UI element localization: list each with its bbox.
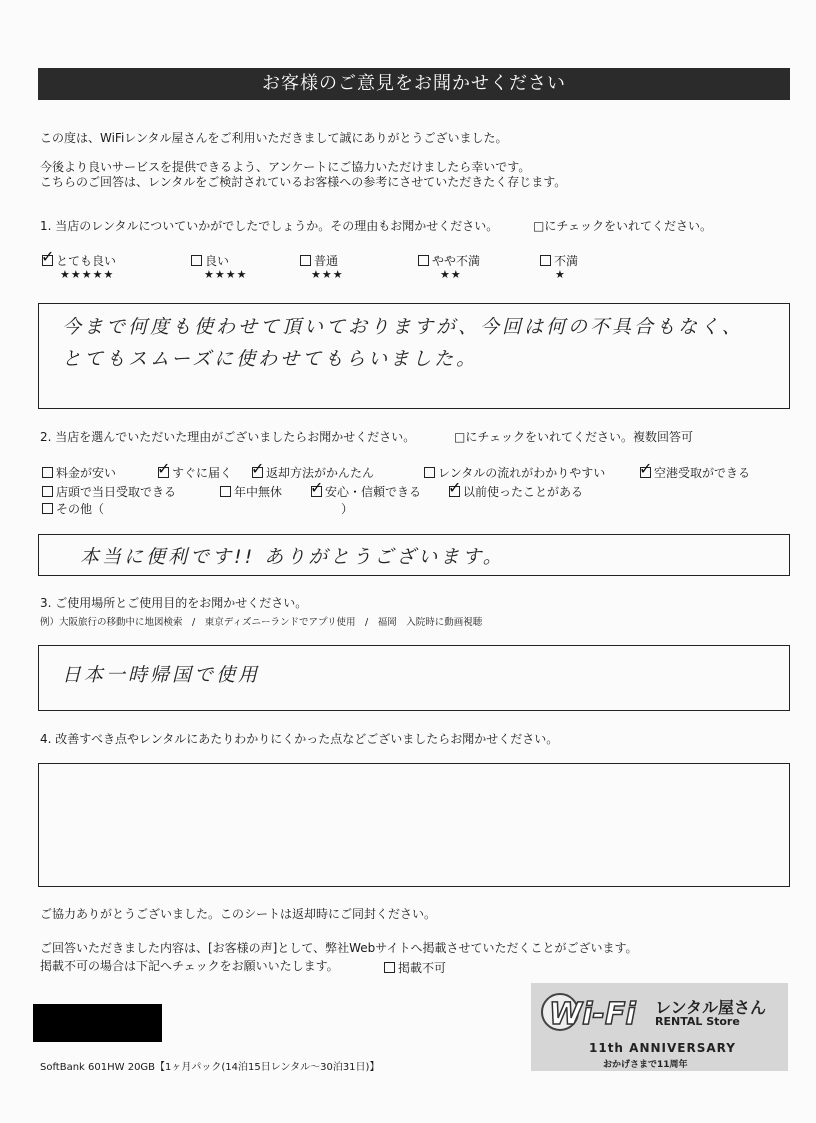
logo-store-name: レンタル屋さん bbox=[655, 998, 766, 1017]
footer-publish-notice: ご回答いただきました内容は、[お客様の声]として、弊社Webサイトへ掲載させていただくことがございます。 bbox=[40, 941, 638, 955]
q2-hint: □にチェックをいれてください。複数回答可 bbox=[454, 430, 693, 444]
q4-question: 4. 改善すべき点やレンタルにあたりわかりにくかった点などございましたらお聞かせください。 bbox=[40, 732, 559, 746]
option-label: 不満 bbox=[554, 254, 579, 268]
intro-line-1: この度は、WiFiレンタル屋さんをご利用いただきまして誠にありがとうございました。 bbox=[40, 131, 508, 145]
rating-stars-2: ★★ bbox=[440, 268, 462, 281]
logo-wifi-text: Wi-Fi bbox=[549, 997, 636, 1032]
checkbox-checked-icon[interactable] bbox=[311, 486, 322, 497]
store-logo bbox=[531, 983, 788, 1071]
option-label: その他（ bbox=[56, 502, 105, 516]
no-publish-checkbox[interactable] bbox=[384, 959, 446, 976]
q1-question: 1. 当店のレンタルについていかがでしたでしょうか。その理由もお聞かせください。 bbox=[40, 219, 499, 233]
q1-answer-line-2: とてもスムーズに使わせてもらいました。 bbox=[62, 348, 479, 370]
logo-anniversary: 11th ANNIVERSARY bbox=[589, 1041, 736, 1055]
q2-question: 2. 当店を選んでいただいた理由がございましたらお聞かせください。 bbox=[40, 430, 416, 444]
option-label: 店頭で当日受取できる bbox=[56, 485, 177, 499]
option-label: レンタルの流れがわかりやすい bbox=[438, 466, 606, 480]
checkbox-icon[interactable] bbox=[384, 962, 395, 973]
checkbox-icon[interactable] bbox=[42, 503, 53, 514]
option-label: とても良い bbox=[56, 254, 117, 268]
q2-option-price[interactable] bbox=[42, 464, 116, 481]
q2-option-store-pickup[interactable] bbox=[42, 483, 176, 500]
q1-hint: □にチェックをいれてください。 bbox=[533, 219, 712, 233]
footer-thanks: ご協力ありがとうございました。このシートは返却時にご同封ください。 bbox=[40, 907, 437, 921]
option-label: やや不満 bbox=[432, 254, 481, 268]
option-label: 返却方法がかんたん bbox=[266, 466, 375, 480]
option-label: 普通 bbox=[314, 254, 339, 268]
checkbox-icon[interactable] bbox=[418, 255, 429, 266]
q1-answer-line-1: 今まで何度も使わせて頂いておりますが、今回は何の不具合もなく、 bbox=[62, 316, 744, 338]
checkbox-checked-icon[interactable] bbox=[449, 486, 460, 497]
rating-stars-1: ★ bbox=[555, 268, 566, 281]
q2-answer-text: 本当に便利です!! ありがとうございます。 bbox=[80, 546, 505, 568]
q2-option-trust[interactable] bbox=[311, 483, 421, 500]
rating-stars-5: ★★★★★ bbox=[60, 268, 115, 281]
checkbox-icon[interactable] bbox=[42, 486, 53, 497]
no-publish-label: 掲載不可 bbox=[398, 961, 447, 975]
option-label: 料金が安い bbox=[56, 466, 117, 480]
q2-option-open-all-year[interactable] bbox=[220, 483, 282, 500]
q4-answer-box[interactable] bbox=[38, 763, 790, 887]
rating-stars-4: ★★★★ bbox=[204, 268, 248, 281]
q1-option-average[interactable] bbox=[300, 252, 338, 269]
option-label: 年中無休 bbox=[234, 485, 283, 499]
intro-line-3: こちらのご回答は、レンタルをご検討されているお客様への参考にさせていただきたく存じます。 bbox=[40, 175, 567, 189]
checkbox-icon[interactable] bbox=[220, 486, 231, 497]
option-label: 以前使ったことがある bbox=[463, 485, 584, 499]
q1-option-good[interactable] bbox=[191, 252, 229, 269]
logo-store-en: RENTAL Store bbox=[655, 1015, 740, 1028]
logo-thanks: おかげさまで11周年 bbox=[603, 1060, 688, 1070]
q3-example: 例）大阪旅行の移動中に地図検索 / 東京ディズニーランドでアプリ使用 / 福岡 入院時に動画視聴 bbox=[40, 617, 483, 628]
checkbox-icon[interactable] bbox=[42, 467, 53, 478]
checkbox-icon[interactable] bbox=[300, 255, 311, 266]
q3-answer-text: 日本一時帰国で使用 bbox=[62, 664, 261, 686]
q2-option-fast-delivery[interactable] bbox=[158, 464, 232, 481]
option-label: 良い bbox=[205, 254, 230, 268]
q1-option-dissatisfied[interactable] bbox=[540, 252, 578, 269]
q1-option-very-good[interactable] bbox=[42, 252, 116, 269]
q2-other-close-paren: ） bbox=[341, 502, 354, 516]
q3-question: 3. ご使用場所とご使用目的をお聞かせください。 bbox=[40, 596, 308, 610]
intro-line-2: 今後より良いサービスを提供できるよう、アンケートにご協力いただけましたら幸いです。 bbox=[40, 160, 531, 174]
option-label: すぐに届く bbox=[172, 466, 233, 480]
checkbox-icon[interactable] bbox=[191, 255, 202, 266]
checkbox-icon[interactable] bbox=[424, 467, 435, 478]
footer-publish-instruction: 掲載不可の場合は下記へチェックをお願いいたします。 bbox=[40, 959, 339, 973]
rating-stars-3: ★★★ bbox=[311, 268, 344, 281]
checkbox-checked-icon[interactable] bbox=[42, 255, 53, 266]
q1-option-somewhat-dissatisfied[interactable] bbox=[418, 252, 480, 269]
checkbox-checked-icon[interactable] bbox=[252, 467, 263, 478]
q2-option-airport-pickup[interactable] bbox=[640, 464, 750, 481]
q2-option-used-before[interactable] bbox=[449, 483, 583, 500]
checkbox-checked-icon[interactable] bbox=[158, 467, 169, 478]
option-label: 安心・信頼できる bbox=[325, 485, 422, 499]
redacted-block bbox=[33, 1004, 162, 1042]
checkbox-icon[interactable] bbox=[540, 255, 551, 266]
option-label: 空港受取ができる bbox=[654, 466, 751, 480]
device-info: SoftBank 601HW 20GB【1ヶ月パック(14泊15日レンタル～30泊31日)】 bbox=[40, 1062, 380, 1073]
q2-option-other[interactable] bbox=[42, 500, 104, 517]
checkbox-checked-icon[interactable] bbox=[640, 467, 651, 478]
page-title: お客様のご意見をお聞かせください bbox=[38, 68, 790, 100]
